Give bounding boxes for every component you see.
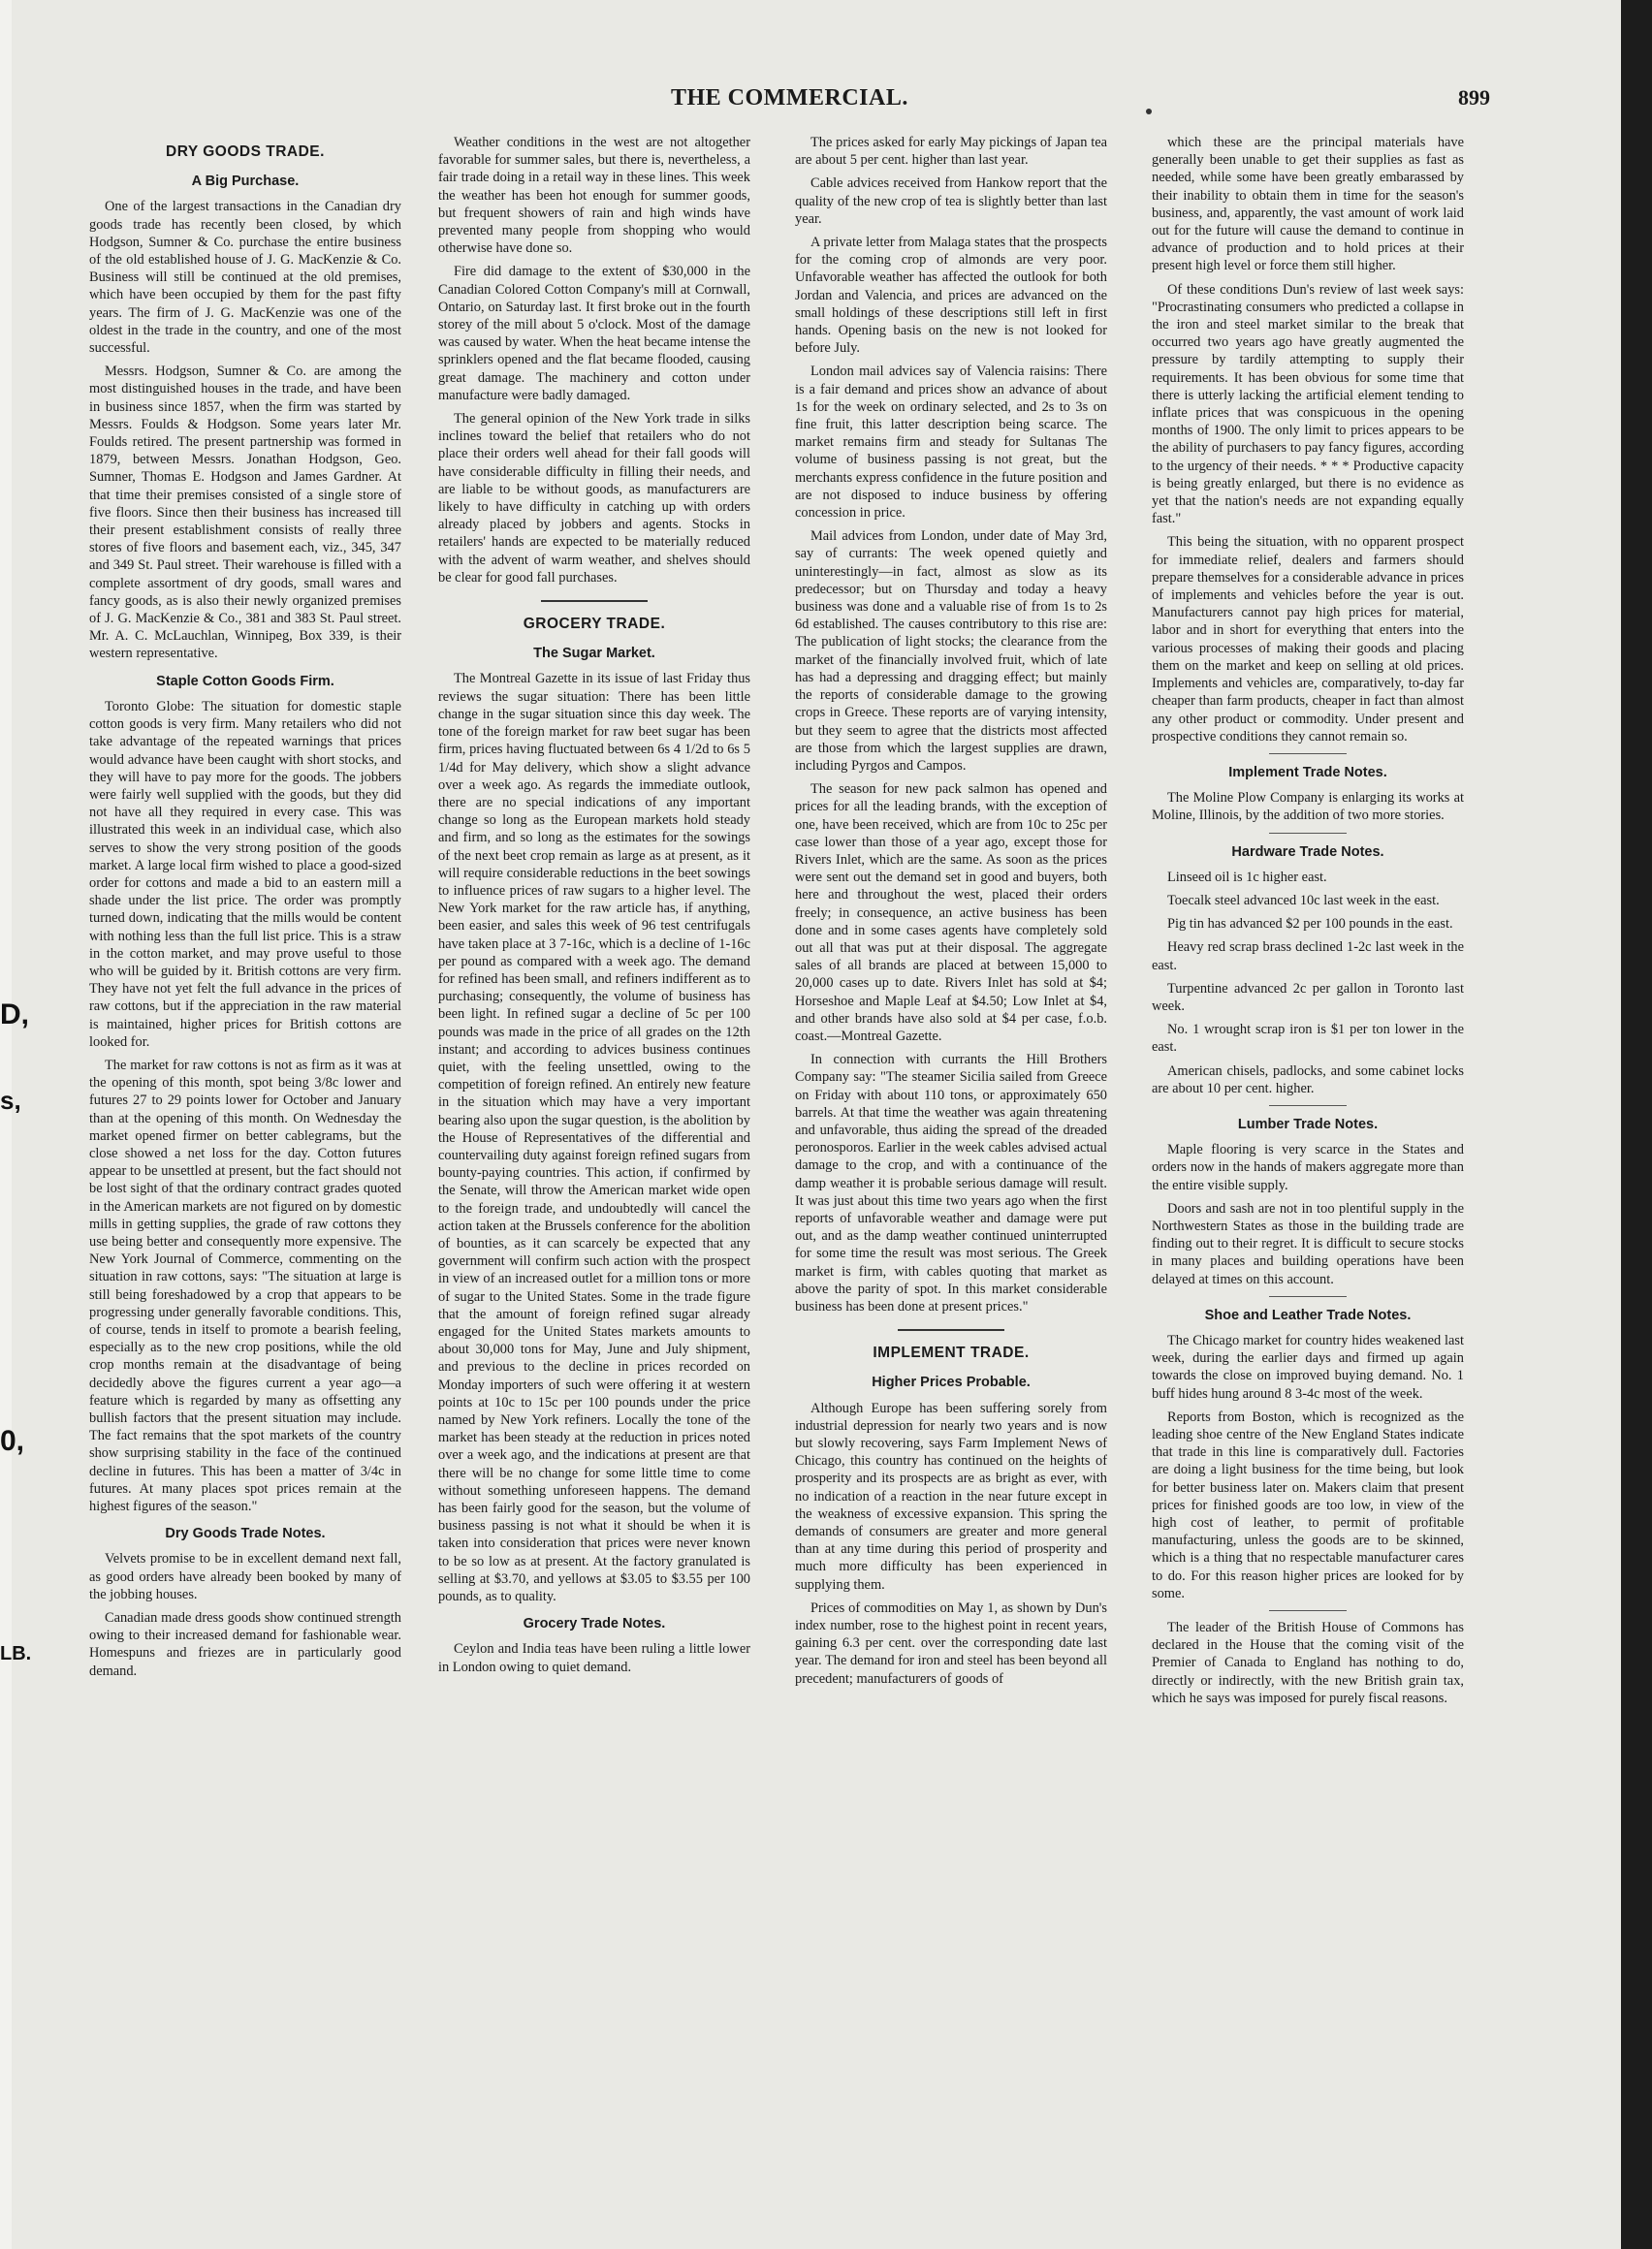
paragraph: Velvets promise to be in excellent demand next fall, as good orders have already been booked by many of the jobbing houses. xyxy=(89,1551,401,1602)
column-1 xyxy=(89,134,401,2218)
page-number: 899 xyxy=(1458,85,1490,110)
newspaper-page xyxy=(12,0,1621,2249)
column-4 xyxy=(1152,134,1464,2218)
paragraph: Of these conditions Dun's review of last week says: "Procrastinating consumers who predicted a collapse in the iron and steel market similar to the break that occurred two years ago have greatly augmented the pressure by tardily attempting to supply their requirements. It has been obvious for some time that there is utterly lacking the artificial element tending to inflate prices that was conspicuous in the opening months of 1900. The only limit to prices appears to be the ability of purchasers to pay fancy figures, according to the urgency of their needs. * * * Productive capacity is being greatly enlarged, but there is no evidence as yet that the nation's needs are not expanding equally fast." xyxy=(1152,281,1464,527)
margin-fragment: D, xyxy=(0,998,29,1030)
previous-page-strip xyxy=(0,0,12,2249)
paragraph: Toronto Globe: The situation for domestic staple cotton goods is very firm. Many retailers who did not take advantage of the repeated warnings that prices would advance have been caught with short stocks, and they will have to pay more for the goods. The jobbers were fairly well supplied with the goods, but they did not have all they required in every case. This was illustrated this week in an individual case, which also serves to show the very strong position of the goods market. A large local firm wished to place a good-sized order for cottons and made a bid to an eastern mill a shade under the list price. The order was promptly turned down, indicating that the mills would be content with nothing less than the full list price. This is a straw in the cotton market, and may prove useful to those who will be guided by it. British cottons are very firm. They have not yet felt the full advance in the prices of raw cottons, but if the appreciation in the raw material is maintained, higher prices for British cottons are looked for. xyxy=(89,698,401,1050)
paragraph: The market for raw cottons is not as firm as it was at the opening of this month, spot being 3/8c lower and futures 27 to 29 points lower for October and January than at the opening of this month. On Wednesday the market opened firmer on better cablegrams, but the close showed a net loss for the day. Cotton futures appear to be unsettled at present, but the fact should not be lost sight of that the ordinary contract grades quoted in the American markets are not figured on by domestic mills in getting supplies, the grade of raw cottons they use being better and consequently more expensive. The New York Journal of Commerce, commenting on the situation in raw cottons, says: "The situation at large is still being foreshadowed by a crop that appears to be progressing under generally favorable conditions. This, of course, tends in itself to promote a bearish feeling, especially as to the new crop positions, while the old crop months remain at the disadvantage of being decidedly above the figures current a year ago—a feature which is regarded by many as offsetting any bullish factors that the present situation may include. The fact remains that the spot markets of the country show surprising stability in the face of the continued decline in futures. This has been a matter of 3/4c in futures. At many places spot prices remain at the highest figures of the season." xyxy=(89,1057,401,1515)
paragraph: Prices of commodities on May 1, as shown by Dun's index number, rose to the highest point in recent years, gaining 6.3 per cent. over the corresponding date last year. The demand for iron and steel has been beyond all precedent; manufacturers of goods of xyxy=(795,1600,1107,1687)
article-subheading: A Big Purchase. xyxy=(191,174,300,190)
column-2 xyxy=(438,134,750,2218)
ink-dot xyxy=(1146,109,1152,114)
section-heading: IMPLEMENT TRADE. xyxy=(873,1345,1030,1362)
paragraph: Mail advices from London, under date of May 3rd, say of currants: The week opened quietly and uninterestingly—in fact, almost as slow as its predecessor; but on Thursday and today a heavy business was done and a valuable rise of from 1s to 2s 6d established. The causes contributory to this rise are: The publication of light stocks; the clearance from the market of the financially involved fruit, which of late has had a depressing and dragging effect; but mainly the reports of considerable damage to the growing crops in Greece. These reports are of varying intensity, but they seem to agree that the districts most affected are those from which the largest supplies are drawn, including Pyrgos and Campos. xyxy=(795,528,1107,774)
article-subheading: Hardware Trade Notes. xyxy=(1231,843,1384,860)
paragraph: Pig tin has advanced $2 per 100 pounds in the east. xyxy=(1167,916,1453,933)
paragraph: The Moline Plow Company is enlarging its works at Moline, Illinois, by the addition of two more stories. xyxy=(1152,790,1464,824)
paragraph: The season for new pack salmon has opened and prices for all the leading brands, with the exception of one, have been received, which are from 10c to 25c per case lower than those of a year ago, except those for Rivers Inlet, which are the same. As soon as the prices were sent out the demand set in good and buyers, both here and throughout the west, placed their orders freely; in consequence, an active business has been done and in some cases agents have completely sold out all that was put at their disposal. The aggregate sales of all brands are placed at between 15,000 to 20,000 cases up to date. Rivers Inlet has sold at $4; Horseshoe and Maple Leaf at $4.50; Low Inlet at $4, and other brands have also sold at $4 per case, f.o.b. coast.—Montreal Gazette. xyxy=(795,781,1107,1044)
margin-fragment: LB. xyxy=(0,1643,32,1664)
article-subheading: Lumber Trade Notes. xyxy=(1237,1116,1379,1132)
paragraph: which these are the principal materials have generally been unable to get their supplies as fast as needed, while some have been greatly embarassed by their inability to obtain them in time for the season's business, and, apparently, the vast amount of work laid out for the future will cause the demand to continue in advance of production and to hold prices at their present high level or force them still higher. xyxy=(1152,135,1464,274)
article-subheading: Grocery Trade Notes. xyxy=(523,1616,666,1632)
margin-fragment: 0, xyxy=(0,1425,25,1457)
paragraph: One of the largest transactions in the Canadian dry goods trade has recently been closed, by which Hodgson, Sumner & Co. purchase the entire business of the old established house of J. G. MacKenzie & Co. Business will still be continued at the old premises, which have been occupied by them for the past fifty years. The firm of J. G. MacKenzie was one of the oldest in the trade in the country, and one of the most successful. xyxy=(89,199,401,357)
paragraph: The general opinion of the New York trade in silks inclines toward the belief that retailers who do not place their orders well ahead for their fall goods will have considerable difficulty in filling their needs, and are liable to be without goods, as manufacturers are likely to have difficulty in catching up with orders already placed by jobbers and agents. Stocks in retailers' hands are expected to be materially reduced with the advent of warm weather, and shelves should be clear for good fall purchases. xyxy=(438,411,750,586)
short-divider xyxy=(1269,753,1347,754)
paragraph: No. 1 wrought scrap iron is $1 per ton lower in the east. xyxy=(1152,1022,1464,1056)
paragraph: Doors and sash are not in too plentiful supply in the Northwestern States as those in the building trade are finding out to their regret. It is difficult to secure stocks in many places and building operations have been delayed at times on this account. xyxy=(1152,1200,1464,1287)
paragraph: Turpentine advanced 2c per gallon in Toronto last week. xyxy=(1152,980,1464,1014)
paragraph: Weather conditions in the west are not altogether favorable for summer sales, but there is, nevertheless, a fair trade doing in a retail way in these lines. This week the weather has been hot enough for summer goods, but frequent showers of rain and high winds have prevented many people from shopping who would otherwise have done so. xyxy=(438,135,750,257)
paragraph: A private letter from Malaga states that the prospects for the coming crop of almonds are very poor. Unfavorable weather has affected the outlook for both Jordan and Valencia, and prices are advanced on the small holdings of these descriptions still left in first hands. Opening basis on the new is not looked for before July. xyxy=(795,235,1107,357)
page-title: THE COMMERCIAL. xyxy=(671,85,908,111)
paragraph: Ceylon and India teas have been ruling a little lower in London owing to quiet demand. xyxy=(438,1641,750,1675)
section-heading: DRY GOODS TRADE. xyxy=(166,143,325,160)
paragraph: The leader of the British House of Commons has declared in the House that the coming visit of the Premier of Canada to England has nothing to do, directly or indirectly, with the new British grain tax, which he says was imposed for purely fiscal reasons. xyxy=(1152,1620,1464,1706)
paragraph: In connection with currants the Hill Brothers Company say: "The steamer Sicilia sailed from Greece on Friday with about 110 tons, or approximately 650 barrels. At that time the weather was again threatening and unfavorable, thus aiding the spread of the dreaded peronosporos. Earlier in the week cables advised actual damage to the crop, and with a continuance of the damp weather it is probable serious damage will result. It was just about this time two years ago when the first reports of unfavorable weather and damage were put out, and as the damp weather continued uninterrupted for some time the result was most serious. The Greek market is firm, with cables quoting that market as above the parity of spot. In this market considerable business has been done at present prices." xyxy=(795,1052,1107,1315)
short-divider xyxy=(1269,833,1347,834)
page-edge xyxy=(1621,0,1652,2249)
paragraph: Maple flooring is very scarce in the States and orders now in the hands of makers aggregate more than the entire visible supply. xyxy=(1152,1142,1464,1193)
column-3 xyxy=(795,134,1107,2218)
paragraph: London mail advices say of Valencia raisins: There is a fair demand and prices show an advance of about 1s for the week on ordinary selected, and 2s to 3s on fine fruit, this latter description being scarce. The market remains firm and steady for Sultanas The volume of business passing is not great, but the merchants express confidence in the future position and are not disposed to induce business by offering concession in price. xyxy=(795,364,1107,522)
paragraph: American chisels, padlocks, and some cabinet locks are about 10 per cent. higher. xyxy=(1152,1062,1464,1096)
paragraph: Messrs. Hodgson, Sumner & Co. are among the most distinguished houses in the trade, and have been in business since 1857, when the firm was started by Messrs. Foulds & Hodgson. Some years later Mr. Foulds retired. The present partnership was formed in 1879, between Messrs. Jonathan Hodgson, Geo. Sumner, Thomas E. Hodgson and James Gardner. At that time their premises consisted of a single store of five floors. Since then their business has increased till their present establishment consists of really three stores of five floors and basement each, viz., 345, 347 and 349 St. Paul street. Their warehouse is filled with a complete assortment of dry goods, small wares and fancy goods, as is also their newly organized premises of J. G. MacKenzie & Co., 381 and 383 St. Paul street. Mr. A. C. McLauchlan, Winnipeg, Box 339, is their western representative. xyxy=(89,364,401,662)
paragraph: This being the situation, with no opparent prospect for immediate relief, dealers and farmers should prepare themselves for a considerable advance in prices of implements and vehicles before the year is out. Manufacturers cannot pay high prices for material, labor and in short for everything that enters into the various processes of making their goods and placing them on the market and keep on selling at old prices. Implements and vehicles are, comparatively, to-day far cheaper than farm products, cheaper in fact than almost any other product or commodity. Under present and prospective conditions they cannot remain so. xyxy=(1152,534,1464,744)
section-heading: GROCERY TRADE. xyxy=(523,616,666,633)
section-divider xyxy=(898,1329,1004,1331)
paragraph: The Montreal Gazette in its issue of last Friday thus reviews the sugar situation: There has been little change in the sugar situation since this day week. The tone of the foreign market for raw beet sugar has been firm, prices having fluctuated between 6s 4 1/2d to 6s 5 1/4d for May delivery, which show a slight advance over a week ago. As regards the immediate outlook, there are no special indications of any important change so long as the European markets hold steady and firm, and so long as the estimates for the sowings of the next beet crop remain as large as at present, as it will require considerable reductions in the beet sowings to influence prices of raw sugars to a higher level. The New York market for the raw article has, if anything, been easier, and sales this week of 96 test centrifugals have taken place at 3 7-16c, which is a decline of 1-16c per pound as compared with a week ago. The demand for refined has been small, and refiners indifferent as to purchasing; consequently, the volume of business has been light. In refined sugar a decline of 5c per 100 pounds was made in the price of all grades on the 12th instant; and according to advices business continues quiet, with the feeling unsettled, owing to the competition of foreign refined. An entirely new feature in the situation which may have a very important bearing also upon the sugar question, is the abolition by the House of Representatives of the differential and countervailing duty against foreign refined sugars from bounty-paying countries. This action, if confirmed by the Senate, will throw the American market wide open to the foreign trade, and undoubtedly will cancel the action taken at the Brussels conference for the abolition of bounties, as it can scarcely be expected that any government will confirm such action with the prospect in view of an increased outlet for a million tons or more of sugar to the United States. Some in the trade figure that the amount of foreign refined sugar already engaged for the United States markets amounts to about 30,000 tons for May, June and July shipment, and previous to the decline in prices recorded on Monday importers of such were offering it at western points at 10c to 15c per 100 pounds under the price named by New York refiners. Locally the tone of the market has been steady at the reduction in prices noted over a week ago, and the indications at present are that there will be no change for some little time to come without something unforeseen happens. The demand has been fairly good for the season, but the volume of business passing is not what it should be when it is taken into consideration that prices were never known to be so low as at present. At the factory granulated is selling at $3.70, and yellows at $3.05 to $3.55 per 100 pounds, as to quality. xyxy=(438,671,750,1605)
article-subheading: Staple Cotton Goods Firm. xyxy=(156,673,334,689)
paragraph: Cable advices received from Hankow report that the quality of the new crop of tea is slightly better than last year. xyxy=(795,175,1107,227)
short-divider xyxy=(1269,1610,1347,1611)
paragraph: The prices asked for early May pickings of Japan tea are about 5 per cent. higher than last year. xyxy=(795,135,1107,169)
paragraph: Fire did damage to the extent of $30,000 in the Canadian Colored Cotton Company's mill at Cornwall, Ontario, on Saturday last. It first broke out in the fourth storey of the mill about 5 o'clock. Most of the damage was caused by water. When the heat became intense the sprinklers opened and the flat became flooded, causing great damage. The machinery and cotton under manufacture were badly damaged. xyxy=(438,264,750,403)
short-divider xyxy=(1269,1105,1347,1106)
article-subheading: Higher Prices Probable. xyxy=(872,1375,1031,1391)
article-subheading: Shoe and Leather Trade Notes. xyxy=(1204,1307,1412,1323)
margin-fragment: s, xyxy=(0,1086,21,1115)
paragraph: Toecalk steel advanced 10c last week in the east. xyxy=(1167,892,1440,908)
paragraph: Although Europe has been suffering sorely from industrial depression for nearly two years and is now but slowly recovering, says Farm Implement News of Chicago, this country has continued on the heights of prosperity and its prospects are as bright as ever, with no indication of a reaction in the near future except in the weakness of excessive expansion. This spring the demands of consumers are greater and more general than at any time during this period of prosperity and much more difficulty has been experienced in supplying them. xyxy=(795,1400,1107,1593)
article-subheading: Implement Trade Notes. xyxy=(1228,764,1387,780)
short-divider xyxy=(1269,1296,1347,1297)
section-divider xyxy=(541,600,648,602)
article-subheading: The Sugar Market. xyxy=(533,646,655,662)
paragraph: Reports from Boston, which is recognized as the leading shoe centre of the New England States indicate that trade in this line is comparatively dull. Factories are doing a light business for the time being, but look for better business later on. Makers claim that present prices for finished goods are too low, in view of the high cost of leather, to permit of profitable manufacturing, unless the goods are to be skinned, which is a thing that no respectable manufacturer cares to do. For this reason higher prices are looked for by some. xyxy=(1152,1409,1464,1601)
article-subheading: Dry Goods Trade Notes. xyxy=(165,1526,326,1542)
paragraph: Linseed oil is 1c higher east. xyxy=(1167,869,1327,885)
paragraph: The Chicago market for country hides weakened last week, during the earlier days and firmed up again towards the close on improved buying demand. No. 1 buff hides hung around 8 3-4c most of the week. xyxy=(1152,1332,1464,1402)
paragraph: Canadian made dress goods show continued strength owing to their increased demand for fashionable wear. Homespuns and friezes are in particularly good demand. xyxy=(89,1610,401,1679)
paragraph: Heavy red scrap brass declined 1-2c last week in the east. xyxy=(1152,939,1464,973)
